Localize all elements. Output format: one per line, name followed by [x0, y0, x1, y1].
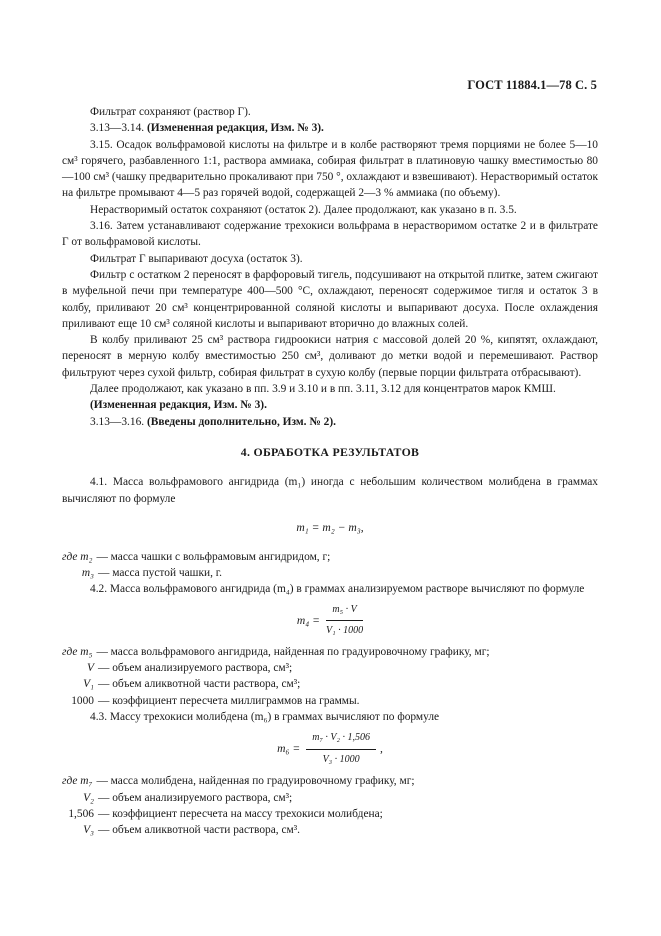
legend-row: [62, 660, 598, 676]
formula-4-3: [62, 725, 598, 773]
legend-row: [62, 644, 598, 660]
legend-symbol: 1000: [71, 694, 94, 707]
paragraph: 3.15. Осадок вольфрамовой кислоты на фильтре и в колбе растворяют тремя порциями не более 5—10 см³ горячего, разбавленного 1:1, раствора аммиака, собирая фильтрат в платиновую чашку вместимостью 80—100 см³ (чашку предварительно прокаливают при 750 °, охлаждают и взвешивают). Нерастворимый остаток на фильтре промывают 4—5 раз горячей водой, содержащей 2—3 % аммиака (по объему).: [62, 138, 598, 200]
legend-row: [62, 676, 598, 692]
legend-symbol: где m₇: [62, 775, 93, 788]
legend-row: [62, 565, 598, 581]
paragraph-4-1: 4.1. Масса вольфрамового ангидрида (m₁) иногда с небольшим количеством молибдена в граммах вычисляют по формуле: [62, 476, 598, 505]
clause-number: 3.13—3.16.: [90, 415, 145, 428]
paragraph-4-3: 4.3. Массу трехокиси молибдена (m₆) в граммах вычисляют по формуле: [90, 710, 440, 723]
legend-text: — масса вольфрамового ангидрида, найденная по градуировочному графику, мг;: [96, 645, 490, 658]
denominator: V₃ · 1000: [322, 753, 360, 765]
paragraph: В колбу приливают 25 см³ раствора гидроокиси натрия с массовой долей 20 %, кипятят, охлаждают, переносят в мерную колбу вместимостью 250 см³, доливают до метки водой и перемешивают. Раствор фильтруют через сухой фильтр, собирая фильтрат в сухую колбу (первые порции фильтрата отбрасывают).: [62, 334, 598, 379]
legend-symbol: где m₅: [62, 645, 93, 658]
legend-symbol: 1,506: [68, 807, 94, 820]
legend-symbol: V: [87, 662, 94, 675]
legend-row: [62, 693, 598, 709]
legend-symbol: m₃: [81, 567, 94, 580]
legend-text: — объем аликвотной части раствора, см³;: [98, 678, 301, 691]
amendment-note: (Измененная редакция, Изм. № 3).: [146, 122, 324, 135]
document-body: [62, 104, 598, 838]
fraction: [306, 730, 376, 768]
formula-4-1: m₁ = m₂ − m₃,: [296, 520, 364, 534]
formula-tail: ,: [380, 742, 383, 756]
formula-lhs: m₄ =: [296, 613, 321, 627]
section-title: 4. ОБРАБОТКА РЕЗУЛЬТАТОВ: [240, 444, 420, 459]
numerator: m₅ · V: [326, 602, 362, 621]
legend-row: [62, 773, 598, 789]
paragraph: Нерастворимый остаток сохраняют (остаток 2). Далее продолжают, как указано в п. 3.5.: [90, 203, 517, 216]
clause-number: 3.13—3.14.: [90, 122, 145, 135]
numerator: m₇ · V₂ · 1,506: [306, 730, 376, 749]
formula-4-2: [62, 598, 598, 644]
legend-row: [62, 806, 598, 822]
paragraph: 3.16. Затем устанавливают содержание трехокиси вольфрама в нерастворимом остатке 2 и в фильтрате Г от вольфрамовой кислоты.: [62, 220, 598, 249]
paragraph-amendment: [62, 414, 598, 430]
legend-text: — масса молибдена, найденная по градуировочному графику, мг;: [96, 775, 415, 788]
paragraph: Фильтр с остатком 2 переносят в фарфоровый тигель, подсушивают на открытой плитке, затем сжигают в муфельной печи при температуре 400—500 °С, охлаждают, переносят содержимое тигля и остаток 3 в колбу, приливают 20 см³ концентрированной соляной кислоты и выпаривают досуха. После охлаждения приливают еще 10 см³ соляной кислоты и выпаривают вторично до влажных солей.: [62, 268, 598, 330]
legend-text: — объем аликвотной части раствора, см³.: [98, 824, 300, 837]
paragraph: Далее продолжают, как указано в пп. 3.9 и 3.10 и в пп. 3.11, 3.12 для концентратов марок КМШ.: [90, 383, 556, 396]
legend-symbol: где m₂: [62, 550, 93, 563]
legend-row: [62, 549, 598, 565]
paragraph-4-2: 4.2. Масса вольфрамового ангидрида (m₄) в граммах анализируемом растворе вычисляют по формуле: [90, 583, 585, 596]
legend-symbol: V₁: [83, 678, 94, 691]
legend-row: [62, 790, 598, 806]
amendment-note: (Измененная редакция, Изм. № 3).: [90, 399, 267, 412]
formula-lhs: m₆ =: [277, 742, 301, 756]
legend-symbol: V₃: [83, 824, 94, 837]
legend-symbol: V₂: [83, 791, 94, 804]
denominator: V₁ · 1000: [326, 625, 364, 637]
legend-text: — коэффициент пересчета миллиграммов на граммы.: [98, 694, 360, 707]
legend-text: — объем анализируемого раствора, см³;: [98, 662, 293, 675]
legend-text: — коэффициент пересчета на массу трехокиси молибдена;: [98, 807, 383, 820]
fraction: [326, 602, 363, 640]
legend-text: — масса пустой чашки, г.: [98, 567, 223, 580]
paragraph: Фильтрат Г выпаривают досуха (остаток 3).: [90, 252, 303, 265]
paragraph: Фильтрат сохраняют (раствор Г).: [90, 106, 251, 118]
legend-row: [62, 822, 598, 838]
page-header: ГОСТ 11884.1—78 С. 5: [467, 78, 597, 92]
legend-text: — объем анализируемого раствора, см³;: [98, 791, 293, 804]
paragraph-amendment: [62, 120, 598, 136]
amendment-note: (Введены дополнительно, Изм. № 2).: [146, 415, 336, 428]
legend-text: — масса чашки с вольфрамовым ангидридом, г;: [96, 550, 331, 563]
